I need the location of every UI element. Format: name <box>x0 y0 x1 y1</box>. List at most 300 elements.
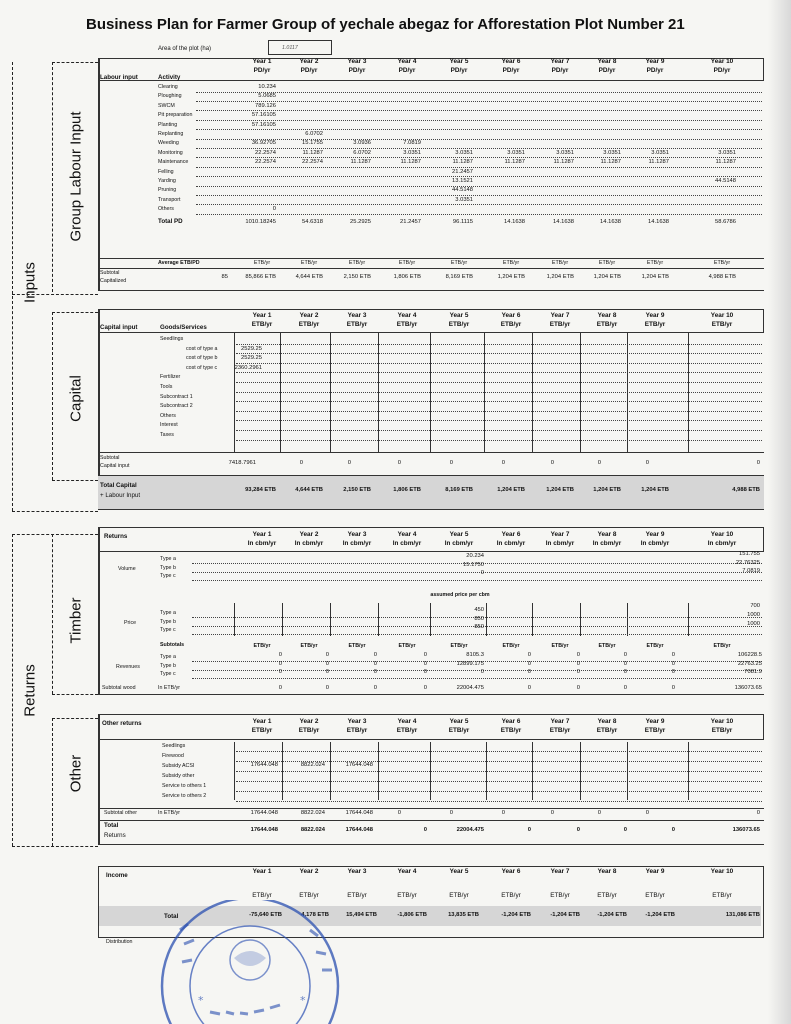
subtotal-wood-value: 0 <box>623 685 627 691</box>
total-capital-value: 1,204 ETB <box>497 487 525 493</box>
capital-year-2: Year 2 <box>299 312 319 319</box>
revenue-zero: 0 <box>671 660 675 667</box>
subtotal-other-label: Subtotal other <box>104 810 137 816</box>
other-unit-2: ETB/yr <box>298 727 320 734</box>
revenue-zero: 0 <box>278 652 282 658</box>
labour-value: 3.0351 <box>507 149 525 156</box>
activity-pruning: Pruning <box>158 187 177 194</box>
other-year-5: Year 5 <box>449 718 469 725</box>
returns-header: Returns <box>104 533 128 540</box>
capital-item-4: Fertilizer <box>160 374 181 381</box>
timber-unit-7: In cbm/yr <box>545 540 575 547</box>
capital-subtotal-value: 0 <box>347 460 351 466</box>
labour-subtotal-value: 4,988 ETB <box>708 274 736 280</box>
subtotal-wood-value: 22004.475 <box>456 685 484 691</box>
total-pd-value: 21.2457 <box>400 218 421 225</box>
timber-year-8: Year 8 <box>597 531 617 538</box>
total-pd-value: 58.6786 <box>715 218 736 225</box>
other-returns-header: Other returns <box>102 720 142 727</box>
labour-etb-unit: ETB/yr <box>253 260 271 266</box>
total-returns-value: 0 <box>623 827 627 833</box>
capital-subtotal-value: 0 <box>299 460 303 466</box>
income-total-value: -1,204 ETB <box>645 912 675 918</box>
total-pd-value: 54.6318 <box>302 218 323 225</box>
other-item-5: Service to others 2 <box>162 793 207 799</box>
labour-subtotal-label: Subtotal <box>100 270 120 276</box>
labour-year-5: Year 5 <box>449 58 469 65</box>
timber-etb-unit: ETB/yr <box>253 643 271 649</box>
labour-value: 22.2574 <box>255 149 276 156</box>
other-item-2: Subsidy ACSI <box>162 763 195 769</box>
capital-unit-6: ETB/yr <box>500 321 522 328</box>
labour-etb-unit: ETB/yr <box>502 260 520 266</box>
revenue-zero: 0 <box>623 652 627 658</box>
timber-year-3: Year 3 <box>347 531 367 538</box>
labour-year-8: Year 8 <box>597 58 617 65</box>
income-total-label: Total <box>164 913 179 920</box>
total-returns-value: 17644.048 <box>250 827 278 833</box>
total-pd-value: 1010.18245 <box>245 218 276 225</box>
labour-unit-1: PD/yr <box>253 67 271 74</box>
labour-value: 22.2574 <box>302 159 323 166</box>
labour-value: 11.1287 <box>715 159 736 166</box>
income-total-value: -75,640 ETB <box>249 912 282 918</box>
revenue-type-1: Type b <box>160 662 176 669</box>
labour-subtotal-value: 8,169 ETB <box>445 274 473 280</box>
volume-y5-value: 20.234 <box>466 553 484 559</box>
timber-subtotals-label: Subtotals <box>160 642 185 648</box>
price-y5-value: 450 <box>474 607 484 613</box>
volume-type-1: Type b <box>160 564 176 571</box>
capital-unit-5: ETB/yr <box>448 321 470 328</box>
total-capital-value: 8,169 ETB <box>445 487 473 493</box>
subtotal-other-value: 0 <box>501 810 505 816</box>
distribution-label: Distribution <box>106 939 133 945</box>
capital-subtotal-value: 0 <box>397 460 401 466</box>
revenue-y5-value: 0 <box>480 669 484 675</box>
labour-value: 6.0702 <box>305 131 323 137</box>
revenue-zero: 0 <box>671 669 675 675</box>
total-capital-value: 1,204 ETB <box>641 487 669 493</box>
capital-subtotal-value: 7418.7961 <box>228 460 256 466</box>
revenue-type-0: Type a <box>160 654 176 660</box>
labour-year-9: Year 9 <box>645 58 665 65</box>
seedling-cost-value: 2529.25 <box>241 345 262 352</box>
activity-felling: Felling <box>158 168 174 175</box>
revenue-zero: 0 <box>423 669 427 675</box>
subtotal-wood-value: 0 <box>671 685 675 691</box>
income-unit-1: ETB/yr <box>252 892 272 899</box>
other-unit-7: ETB/yr <box>549 727 571 734</box>
activity-ploughing: Ploughing <box>158 93 182 100</box>
income-unit-5: ETB/yr <box>449 892 469 899</box>
capital-item-5: Tools <box>160 384 173 390</box>
income-unit-9: ETB/yr <box>645 892 665 899</box>
average-etb-pd-label: Average ETB/PD <box>158 260 200 266</box>
revenue-zero: 0 <box>325 652 329 658</box>
side-label-capital: Capital <box>67 375 85 422</box>
subtotal-other-value: 17644.048 <box>345 810 373 816</box>
labour-value: 3.0351 <box>455 149 473 156</box>
total-returns-label: Total <box>104 822 119 829</box>
income-year-8: Year 8 <box>597 868 617 875</box>
price-type-2: Type c <box>160 627 176 633</box>
labour-subtotal-value: 1,204 ETB <box>546 274 574 280</box>
revenue-zero: 0 <box>623 669 627 675</box>
timber-unit-2: In cbm/yr <box>294 540 324 547</box>
total-pd-value: 25.2925 <box>350 218 371 225</box>
income-year-7: Year 7 <box>550 868 570 875</box>
labour-unit-6: PD/yr <box>502 67 520 74</box>
timber-year-5: Year 5 <box>449 531 469 538</box>
labour-year-6: Year 6 <box>501 58 521 65</box>
total-capital-value: 1,806 ETB <box>393 487 421 493</box>
income-total-value: -1,204 ETB <box>597 912 627 918</box>
revenue-y10-value: 22763.25 <box>737 660 762 667</box>
side-label-group-labour: Group Labour Input <box>67 111 85 242</box>
income-year-3: Year 3 <box>347 868 367 875</box>
price-type-0: Type a <box>160 610 176 616</box>
labour-value: 44.5148 <box>452 187 473 194</box>
labour-value: 11.1287 <box>302 149 323 156</box>
price-y10-value: 1000 <box>747 612 760 618</box>
timber-etb-unit: ETB/yr <box>398 643 416 649</box>
page-edge-shadow <box>768 0 791 1024</box>
timber-etb-unit: ETB/yr <box>502 643 520 649</box>
labour-etb-unit: ETB/yr <box>348 260 366 266</box>
labour-value: 6.0702 <box>353 149 371 156</box>
price-y10-value: 700 <box>750 603 760 609</box>
revenues-label: Revenues <box>116 664 140 670</box>
other-year-8: Year 8 <box>597 718 617 725</box>
subtotal-other-value: 0 <box>597 810 601 816</box>
volume-y5-value: 0 <box>480 570 484 576</box>
revenue-zero: 0 <box>527 669 531 675</box>
subtotal-wood-value: 0 <box>527 685 531 691</box>
income-unit-4: ETB/yr <box>397 892 417 899</box>
total-returns-value: 0 <box>576 827 580 833</box>
volume-type-0: Type a <box>160 556 176 562</box>
other-year-4: Year 4 <box>397 718 417 725</box>
labour-value: 3.0351 <box>651 149 669 156</box>
subtotal-wood-label: Subtotal wood <box>102 685 136 691</box>
labour-value: 3.0351 <box>455 196 473 203</box>
revenue-zero: 0 <box>576 669 580 675</box>
other-year-2: Year 2 <box>299 718 319 725</box>
revenue-y5-value: 8105.3 <box>466 652 484 658</box>
timber-etb-unit: ETB/yr <box>646 643 664 649</box>
revenue-zero: 0 <box>278 660 282 667</box>
side-label-timber: Timber <box>67 597 85 644</box>
capital-year-1: Year 1 <box>252 312 272 319</box>
income-year-2: Year 2 <box>299 868 319 875</box>
other-year-6: Year 6 <box>501 718 521 725</box>
labour-subtotal-value: 1,204 ETB <box>641 274 669 280</box>
total-capital-label: Total Capital <box>100 482 137 489</box>
capital-item-9: Interest <box>160 422 178 429</box>
timber-unit-6: In cbm/yr <box>496 540 526 547</box>
activity-maintenance: Maintenance <box>158 159 189 166</box>
activity-transport: Transport <box>158 196 181 203</box>
labour-value: 36.92705 <box>251 140 276 147</box>
capital-year-5: Year 5 <box>449 312 469 319</box>
labour-year-2: Year 2 <box>299 58 319 65</box>
capital-unit-9: ETB/yr <box>644 321 666 328</box>
capital-subtotal-value: 0 <box>645 460 649 466</box>
income-year-9: Year 9 <box>645 868 665 875</box>
svg-text:*: * <box>300 994 306 1007</box>
activity-yarding: Yarding <box>158 178 176 184</box>
activity-swcm: SWCM <box>158 102 175 109</box>
total-capital-value: 1,204 ETB <box>546 487 574 493</box>
total-pd-value: 14.1638 <box>553 218 574 225</box>
income-year-6: Year 6 <box>501 868 521 875</box>
labour-etb-unit: ETB/yr <box>646 260 664 266</box>
labour-value: 11.1287 <box>600 159 621 166</box>
seedling-cost-value: 2529.25 <box>241 355 262 362</box>
other-unit-5: ETB/yr <box>448 727 470 734</box>
income-unit-2: ETB/yr <box>299 892 319 899</box>
timber-year-10: Year 10 <box>710 531 734 538</box>
income-year-4: Year 4 <box>397 868 417 875</box>
labour-value: 11.1287 <box>504 159 525 166</box>
labour-value: 7.0819 <box>403 140 421 147</box>
income-total-value: -1,806 ETB <box>397 912 427 918</box>
total-pd-label: Total PD <box>158 217 183 225</box>
capital-subtotal-value: 0 <box>597 460 601 466</box>
labour-value: 5.0685 <box>258 93 276 100</box>
labour-value: 3.0351 <box>718 149 736 156</box>
labour-value: 21.2457 <box>452 168 473 175</box>
total-pd-value: 96.1115 <box>452 218 473 225</box>
labour-etb-unit: ETB/yr <box>450 260 468 266</box>
total-capital-value: 2,150 ETB <box>343 487 371 493</box>
timber-unit-1: In cbm/yr <box>247 540 277 547</box>
timber-year-2: Year 2 <box>299 531 319 538</box>
labour-year-3: Year 3 <box>347 58 367 65</box>
revenue-zero: 0 <box>373 652 377 658</box>
labour-etb-unit: ETB/yr <box>551 260 569 266</box>
labour-value: 11.1287 <box>400 159 421 166</box>
activity-weeding: Weeding <box>158 140 179 147</box>
labour-value: 0 <box>272 206 276 213</box>
subtotal-wood-value: 0 <box>373 685 377 691</box>
other-unit-6: ETB/yr <box>500 727 522 734</box>
price-type-1: Type b <box>160 618 176 625</box>
timber-year-7: Year 7 <box>550 531 570 538</box>
capital-subtotal-value: 0 <box>756 460 760 466</box>
capital-year-10: Year 10 <box>710 312 734 319</box>
revenue-zero: 0 <box>373 660 377 667</box>
timber-unit-4: In cbm/yr <box>392 540 422 547</box>
timber-unit-3: In cbm/yr <box>342 540 372 547</box>
subtotal-other-value: 8822.024 <box>300 810 325 816</box>
income-unit-10: ETB/yr <box>712 892 732 899</box>
average-etb-pd-value: 85 <box>221 274 228 280</box>
revenue-zero: 0 <box>423 652 427 658</box>
area-value-box <box>268 40 332 55</box>
income-total-value: 131,086 ETB <box>725 912 760 918</box>
other-item-3: Subsidy other <box>162 773 195 779</box>
subtotal-wood-value: 0 <box>325 685 329 691</box>
income-total-value: -1,204 ETB <box>550 912 580 918</box>
other-item-0: Seedlings <box>162 743 186 749</box>
revenue-zero: 0 <box>527 652 531 658</box>
capital-unit-8: ETB/yr <box>596 321 618 328</box>
capital-item-7: Subcontract 2 <box>160 403 193 410</box>
other-unit-3: ETB/yr <box>346 727 368 734</box>
labour-value: 13.1521 <box>452 178 473 184</box>
labour-subtotal-value: 85,866 ETB <box>245 274 276 280</box>
income-unit-3: ETB/yr <box>347 892 367 899</box>
goods-services-header: Goods/Services <box>160 324 207 331</box>
capital-item-3: cost of type c <box>186 364 218 371</box>
other-unit-1: ETB/yr <box>251 727 273 734</box>
subtotal-wood-value: 136073.65 <box>734 685 762 691</box>
other-unit-4: ETB/yr <box>396 727 418 734</box>
income-year-5: Year 5 <box>449 868 469 875</box>
labour-value: 789.126 <box>255 102 276 109</box>
labour-value: 11.1287 <box>648 159 669 166</box>
subsidy-acsi-value: 8822.024 <box>300 762 325 768</box>
subtotal-other-value: 0 <box>550 810 554 816</box>
timber-etb-unit: ETB/yr <box>300 643 318 649</box>
price-y10-value: 1000 <box>747 621 760 627</box>
capital-unit-4: ETB/yr <box>396 321 418 328</box>
capital-year-7: Year 7 <box>550 312 570 319</box>
side-label-inputs: Inputs <box>21 262 39 303</box>
labour-value: 11.1287 <box>452 159 473 166</box>
labour-value: 57.16105 <box>251 112 276 119</box>
volume-y10-value: 151.755 <box>739 551 760 557</box>
labour-value: 15.1755 <box>302 140 323 147</box>
labour-input-header: Labour input <box>100 74 138 81</box>
revenue-y5-value: 12899.175 <box>456 660 484 667</box>
capital-item-0: Seedlings <box>160 336 184 342</box>
revenue-zero: 0 <box>576 660 580 667</box>
subtotal-other-value: 17644.048 <box>250 810 278 816</box>
total-capital-value: 4,988 ETB <box>732 487 760 493</box>
income-unit-6: ETB/yr <box>501 892 521 899</box>
income-total-value: 15,494 ETB <box>346 912 377 918</box>
labour-value: 22.2574 <box>255 159 276 166</box>
revenue-zero: 0 <box>423 660 427 667</box>
capital-unit-3: ETB/yr <box>346 321 368 328</box>
labour-unit-10: PD/yr <box>713 67 731 74</box>
revenue-zero: 0 <box>623 660 627 667</box>
subsidy-acsi-value: 17644.048 <box>345 762 373 768</box>
revenue-zero: 0 <box>671 652 675 658</box>
labour-value: 3.0351 <box>403 149 421 156</box>
labour-unit-4: PD/yr <box>398 67 416 74</box>
capital-subtotal-value: 0 <box>501 460 505 466</box>
timber-unit-9: In cbm/yr <box>640 540 670 547</box>
side-label-returns: Returns <box>21 664 39 717</box>
income-total-value: -1,204 ETB <box>501 912 531 918</box>
timber-unit-5: In cbm/yr <box>444 540 474 547</box>
volume-label: Volume <box>118 566 136 572</box>
other-year-7: Year 7 <box>550 718 570 725</box>
other-year-1: Year 1 <box>252 718 272 725</box>
timber-etb-unit: ETB/yr <box>551 643 569 649</box>
labour-subtotal-value: 1,204 ETB <box>497 274 525 280</box>
capital-item-1: cost of type a <box>186 345 218 352</box>
revenue-zero: 0 <box>325 660 329 667</box>
other-unit-10: ETB/yr <box>711 727 733 734</box>
labour-unit-8: PD/yr <box>598 67 616 74</box>
labour-unit-5: PD/yr <box>450 67 468 74</box>
subtotal-other-value: 0 <box>449 810 453 816</box>
timber-etb-unit: ETB/yr <box>713 643 731 649</box>
labour-etb-unit: ETB/yr <box>300 260 318 266</box>
total-returns-value: 22004.475 <box>456 827 484 833</box>
other-unit-9: ETB/yr <box>644 727 666 734</box>
seedling-cost-value: 2360.2961 <box>234 364 262 371</box>
other-unit-8: ETB/yr <box>596 727 618 734</box>
labour-unit-3: PD/yr <box>348 67 366 74</box>
income-total-value: 4,178 ETB <box>301 912 329 918</box>
capital-year-4: Year 4 <box>397 312 417 319</box>
labour-value: 3.0936 <box>353 140 371 147</box>
volume-type-2: Type c <box>160 573 176 579</box>
labour-subtotal-value: 4,644 ETB <box>295 274 323 280</box>
area-value: 1.0117 <box>282 45 298 51</box>
other-year-3: Year 3 <box>347 718 367 725</box>
income-unit-7: ETB/yr <box>550 892 570 899</box>
volume-y10-value: 7.0819 <box>742 568 760 574</box>
labour-year-4: Year 4 <box>397 58 417 65</box>
revenue-zero: 0 <box>373 669 377 675</box>
subtotal-wood-value: 0 <box>423 685 427 691</box>
labour-year-10: Year 10 <box>710 58 734 65</box>
labour-year-7: Year 7 <box>550 58 570 65</box>
timber-year-1: Year 1 <box>252 531 272 538</box>
labour-etb-unit: ETB/yr <box>713 260 731 266</box>
labour-value: 11.1287 <box>350 159 371 166</box>
other-year-10: Year 10 <box>710 718 734 725</box>
total-returns-value: 0 <box>671 827 675 833</box>
capital-year-9: Year 9 <box>645 312 665 319</box>
timber-unit-10: In cbm/yr <box>707 540 737 547</box>
labour-value: 10.234 <box>258 84 276 90</box>
volume-y10-value: 22.76325 <box>735 559 760 566</box>
capital-unit-10: ETB/yr <box>711 321 733 328</box>
subtotal-other-value: 0 <box>645 810 649 816</box>
labour-etb-unit: ETB/yr <box>598 260 616 266</box>
svg-text:*: * <box>198 994 204 1007</box>
total-capital-band <box>98 476 764 510</box>
labour-capitalized-label: Capitalized <box>100 278 127 284</box>
labour-subtotal-value: 1,806 ETB <box>393 274 421 280</box>
income-header: Income <box>106 872 128 879</box>
labour-value: 3.0351 <box>603 149 621 156</box>
total-pd-value: 14.1638 <box>648 218 669 225</box>
capital-year-6: Year 6 <box>501 312 521 319</box>
total-returns-value: 17644.048 <box>345 827 373 833</box>
capital-input-header: Capital input <box>100 324 138 331</box>
revenue-zero: 0 <box>278 669 282 675</box>
labour-value: 3.0351 <box>556 149 574 156</box>
revenue-y10-value: 106228.5 <box>737 652 762 658</box>
labour-value: 57.16105 <box>251 121 276 128</box>
capital-unit-1: ETB/yr <box>251 321 273 328</box>
volume-y5-value: 15.1750 <box>463 561 484 568</box>
labour-unit-7: PD/yr <box>551 67 569 74</box>
total-pd-value: 14.1638 <box>504 218 525 225</box>
labour-subtotal-value: 1,204 ETB <box>593 274 621 280</box>
total-capital-value: 1,204 ETB <box>593 487 621 493</box>
total-capital-value: 4,644 ETB <box>295 487 323 493</box>
